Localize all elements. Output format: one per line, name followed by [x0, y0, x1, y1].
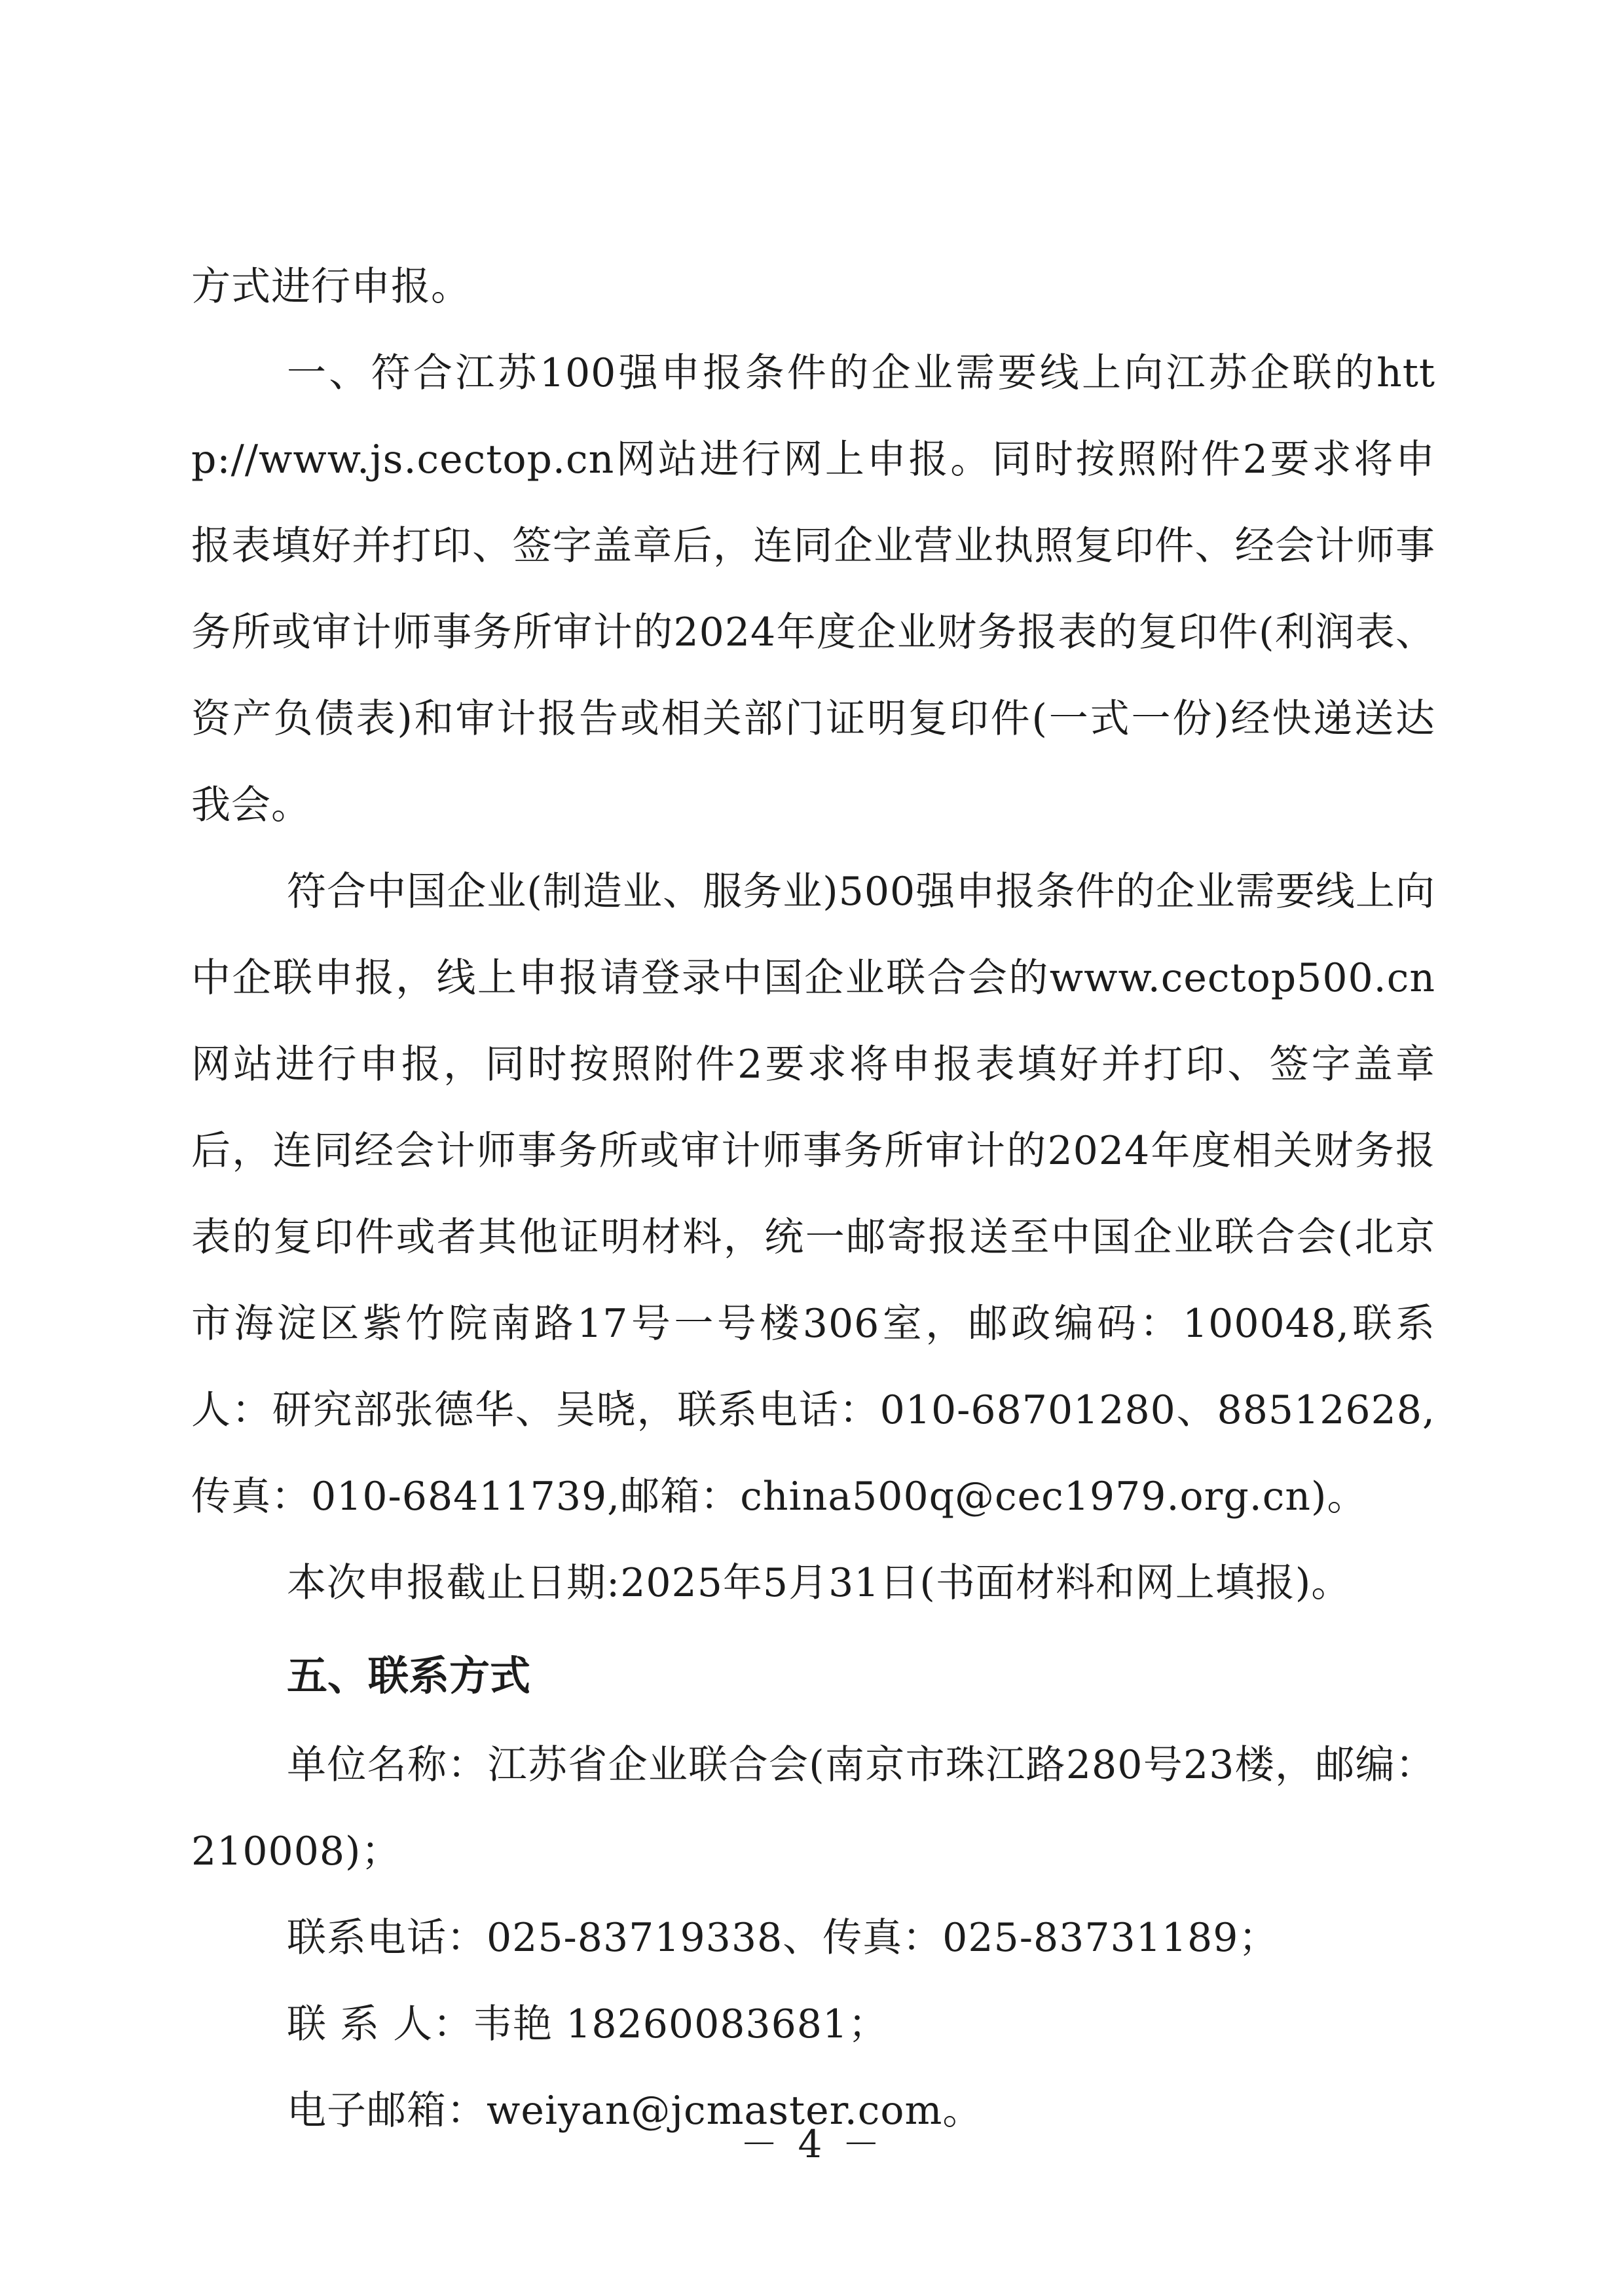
contact-unit: 单位名称：江苏省企业联合会(南京市珠江路280号23楼，邮编：210008)； — [191, 1742, 1435, 1874]
contact-email: 电子邮箱：weiyan@jcmaster.com。 — [287, 2088, 983, 2134]
page-number: － 4 － — [740, 2122, 884, 2166]
paragraph-deadline: 本次申报截止日期:2025年5月31日(书面材料和网上填报)。 — [287, 1560, 1352, 1606]
paragraph-china-500: 符合中国企业(制造业、服务业)500强申报条件的企业需要线上向中企联申报，线上申报请登录中国企业联合会的www.cectop500.cn网站进行申报，同时按照附件2要求将申报表填好并打印、签字盖章后，连同经会计师事务所或审计师事务所审计的2024年度相关财务报表的复印件或者其他证明材料，统一邮寄报送至中国企业联合会(北京市海淀区紫竹院南路17号一号楼306室，邮政编码：100048,联系人：研究部张德华、吴晓，联系电话：010-68701280、88512628,传真：010-68411739,邮箱：china500q@cec1979.org.cn)。 — [191, 869, 1435, 1520]
section-heading-contact: 五、联系方式 — [287, 1652, 531, 1700]
paragraph-continuation: 方式进行申报。 — [191, 264, 471, 310]
contact-phone: 联系电话：025-83719338、传真：025-83731189； — [287, 1915, 1279, 1961]
paragraph-jiangsu-100: 一、符合江苏100强申报条件的企业需要线上向江苏企联的http://www.js.cectop.cn网站进行网上申报。同时按照附件2要求将申报表填好并打印、签字盖章后，连同企业营业执照复印件、经会计师事务所或审计师事务所审计的2024年度企业财务报表的复印件(利润表、资产负债表)和审计报告或相关部门证明复印件(一式一份)经快递送达我会。 — [191, 350, 1435, 828]
document-body — [191, 244, 1435, 2154]
contact-person: 联 系 人：韦艳 18260083681； — [287, 2001, 889, 2047]
